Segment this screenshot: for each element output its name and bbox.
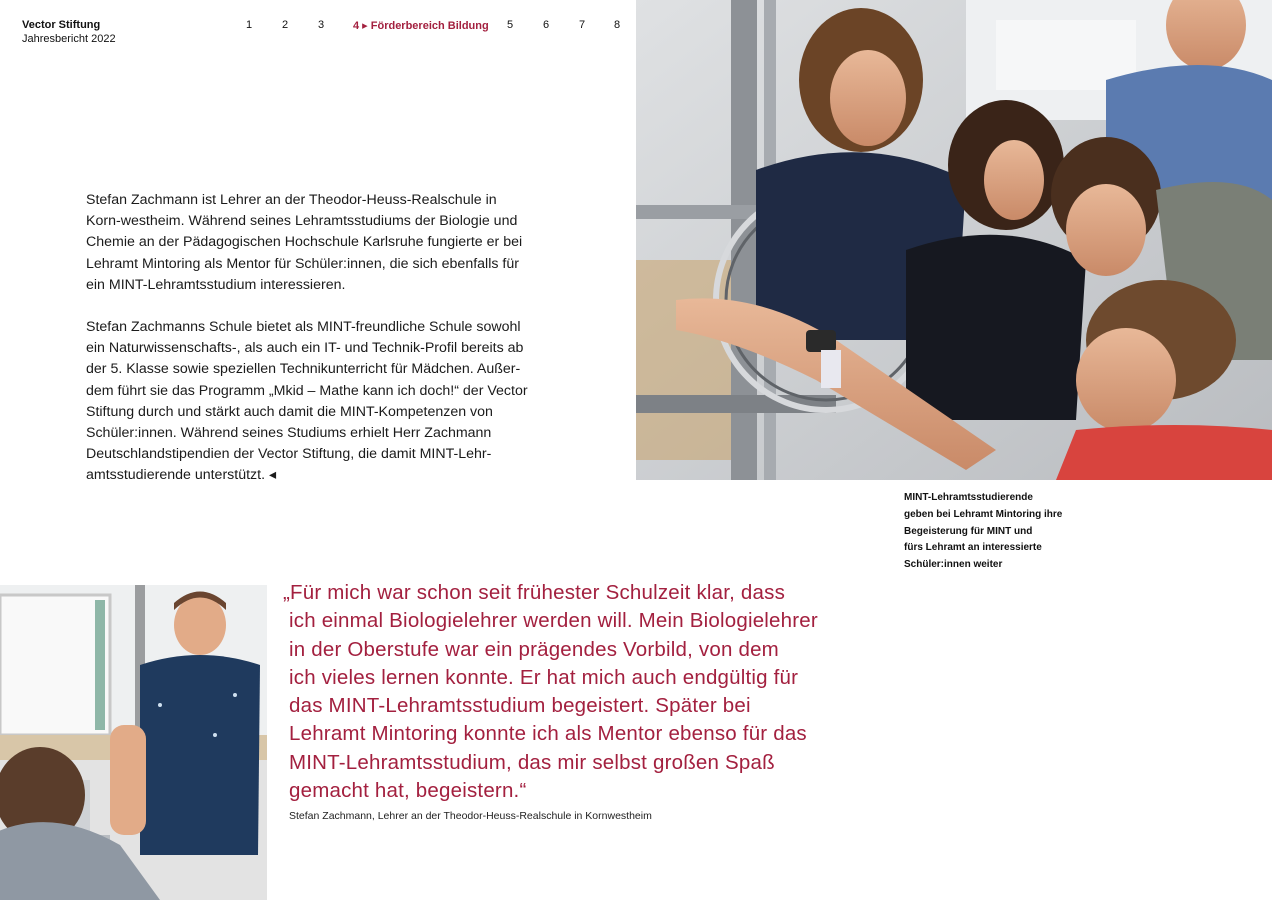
- students-lab-photo: [636, 0, 1272, 480]
- caption-line: Begeisterung für MINT und: [904, 525, 1033, 537]
- quote-line: MINT-Lehramtsstudium, das mir selbst großen Spaß: [289, 750, 775, 774]
- report-title: Jahresbericht 2022: [22, 33, 116, 45]
- caption-line: Schüler:innen weiter: [904, 559, 1003, 571]
- nav-item-7[interactable]: 7: [579, 19, 586, 31]
- quote-line: ich vieles lernen konnte. Er hat mich auch endgültig für: [289, 665, 799, 689]
- quote-line: das MINT-Lehramtsstudium begeistert. Später bei: [289, 694, 751, 718]
- caption-line: geben bei Lehramt Mintoring ihre: [904, 508, 1063, 520]
- quote-line: gemacht hat, begeistern.“: [289, 779, 527, 803]
- org-name: Vector Stiftung: [22, 19, 101, 31]
- quote-line: „Für mich war schon seit frühester Schulzeit klar, dass: [283, 581, 786, 604]
- quote-line: in der Oberstufe war ein prägendes Vorbild, von dem: [289, 637, 779, 661]
- article-body: [86, 190, 531, 508]
- nav-item-8[interactable]: 8: [614, 19, 621, 31]
- pull-quote: [283, 579, 853, 805]
- nav-item-2[interactable]: 2: [282, 19, 289, 31]
- quote-line: Lehramt Mintoring konnte ich als Mentor ebenso für das: [289, 722, 807, 746]
- caption-line: MINT-Lehramtsstudierende: [904, 492, 1033, 503]
- caption-line: fürs Lehramt an interessierte: [904, 542, 1042, 554]
- quote-attribution: Stefan Zachmann, Lehrer an der Theodor-Heuss-Realschule in Kornwestheim: [289, 810, 652, 822]
- quote-line: ich einmal Biologielehrer werden will. Mein Biologielehrer: [289, 609, 818, 633]
- nav-item-1[interactable]: 1: [246, 19, 253, 31]
- body-paragraph-1: Stefan Zachmann ist Lehrer an der Theodor-Heuss-Realschule in Korn-westheim. Während seines Lehramtsstudiums der Biologie und Chemie an der Pädagogischen Hochschule Karlsruhe fungierte er bei Lehramt Mintoring als Mentor für Schüler:innen, die sich ebenfalls für ein MINT-Lehramtsstudium interessieren.: [86, 192, 523, 293]
- body-paragraph-2: Stefan Zachmanns Schule bietet als MINT-freundliche Schule sowohl ein Naturwissenschafts-, als auch ein IT- und Technik-Profil bereits ab der 5. Klasse sowie speziellen Technikunterricht für Mädchen. Außer-dem führt sie das Programm „Mkid – Mathe kann ich doch!“ der Vector Stiftung durch und stärkt auch damit die MINT-Kompetenzen von Schüler:innen. Während seines Studiums erhielt Herr Zachmann Deutschlandstipendien der Vector Stiftung, die damit MINT-Lehr-amtsstudierende unterstützt. ◂: [86, 319, 528, 484]
- photo-caption: [904, 490, 1079, 574]
- teacher-portrait-photo: [0, 585, 267, 900]
- nav-item-4-active[interactable]: 4 ▸ Förderbereich Bildung: [353, 20, 489, 32]
- header-publisher: [22, 18, 116, 46]
- nav-item-5[interactable]: 5: [507, 19, 514, 31]
- nav-item-3[interactable]: 3: [318, 19, 325, 31]
- nav-item-6[interactable]: 6: [543, 19, 550, 31]
